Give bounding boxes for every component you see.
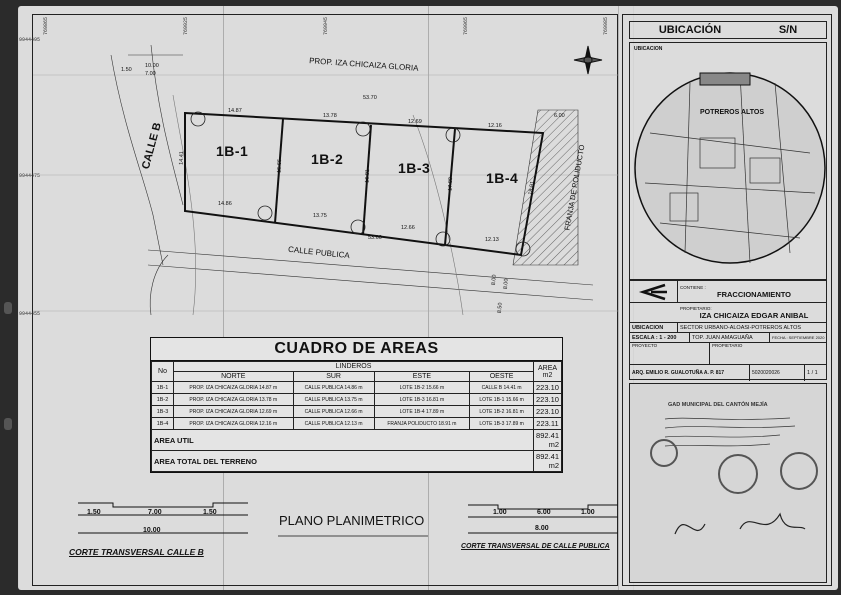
cell: CALLE PUBLICA 12.13 m <box>293 418 374 430</box>
cell: 223.10 <box>534 382 562 394</box>
grid-coordinate: 9944495 <box>19 37 41 43</box>
plan-sheet <box>18 6 838 590</box>
drawing-frame <box>19 14 618 586</box>
lot-label: 1B-4 <box>486 170 519 186</box>
clave-catastral: 5020020026 <box>750 365 805 381</box>
value: 892.41 m2 <box>534 430 562 451</box>
tb-row <box>630 333 826 343</box>
dimension: 14.86 <box>218 201 232 207</box>
dimension: 14.41 <box>178 151 186 165</box>
cell: LOTE 1B-1 15.66 m <box>470 394 534 406</box>
logo-icon <box>630 281 678 302</box>
cell: LOTE 1B-3 16.81 m <box>374 394 470 406</box>
location-tag: UBICACION <box>634 46 663 52</box>
dimension: 1.50 <box>121 67 132 73</box>
dimension: 6.00 <box>537 509 551 516</box>
dimension: 17.89 <box>447 177 455 191</box>
contiene-label: CONTIENE : <box>680 284 706 290</box>
street-public-label: CALLE PUBLICA <box>287 244 351 261</box>
dimension: 7.00 <box>148 509 162 516</box>
signature-icon <box>670 504 810 554</box>
area-total-row <box>152 451 562 472</box>
escala: ESCALA : 1 - 200 <box>630 333 690 342</box>
cell: PROP. IZA CHICAIZA GLORIA 12.69 m <box>174 406 294 418</box>
dimension: 1.50 <box>203 509 217 516</box>
dimension: 8.00 <box>490 274 498 286</box>
contiene-value: FRACCIONAMIENTO <box>716 289 792 299</box>
table-row <box>152 418 562 430</box>
cell: PROP. IZA CHICAIZA GLORIA 14.87 m <box>174 382 294 394</box>
col-header: SUR <box>293 372 374 382</box>
cell: LOTE 1B-3 17.89 m <box>470 418 534 430</box>
location-map <box>629 42 827 280</box>
grid-coordinate: 769925 <box>183 17 189 36</box>
cell: CALLE PUBLICA 13.75 m <box>293 394 374 406</box>
arquitecto: ARQ. EMILIO R. GUALOTUÑA A. P. 817 <box>630 365 750 381</box>
label: AREA UTIL <box>152 430 534 451</box>
location-map-drawing <box>630 43 827 280</box>
dimension: 13.78 <box>323 113 337 119</box>
cell: CALLE PUBLICA 14.86 m <box>293 382 374 394</box>
stamp-handwriting <box>660 414 800 454</box>
cell: LOTE 1B-2 15.66 m <box>374 382 470 394</box>
cell: 1B-2 <box>152 394 174 406</box>
dimension: 10.00 <box>143 527 161 534</box>
dimension: 15.66 <box>276 159 284 173</box>
fecha: FECHA : SEPTIEMBRE 2020 <box>772 335 825 340</box>
right-panel <box>622 14 832 586</box>
dimension: 12.66 <box>401 225 415 231</box>
scale-line <box>278 531 438 541</box>
area-util-row <box>152 430 562 451</box>
propietario-label: PROPIETARIO: <box>680 305 712 311</box>
cell: CALLE PUBLICA 12.66 m <box>293 406 374 418</box>
location-title: UBICACIÓN <box>658 24 722 36</box>
cell: FRANJA POLIDUCTO 18.91 m <box>374 418 470 430</box>
section-calle-b-title: CORTE TRANSVERSAL CALLE B <box>69 547 204 557</box>
cell: CALLE B 14.41 m <box>470 382 534 394</box>
proyecto-label: PROYECTO <box>630 343 710 364</box>
col-header: ESTE <box>374 372 470 382</box>
dimension: 6.00 <box>554 113 565 119</box>
lot-label: 1B-1 <box>216 143 249 159</box>
table-row <box>152 394 562 406</box>
table-row <box>152 382 562 394</box>
table-title: CUADRO DE AREAS <box>151 338 562 361</box>
section-calle-publica-title: CORTE TRANSVERSAL DE CALLE PUBLICA <box>461 543 610 550</box>
cell: PROP. IZA CHICAIZA GLORIA 12.16 m <box>174 418 294 430</box>
col-area-header: AREA m2 <box>534 362 562 382</box>
tb-row <box>630 343 826 365</box>
dimension: 10.00 <box>145 63 159 69</box>
cell: 1B-3 <box>152 406 174 418</box>
topografo: TOP. JUAN AMAGUAÑA <box>690 333 770 342</box>
dimension: 12.69 <box>408 119 422 125</box>
tb-row <box>630 365 826 381</box>
lot-label: 1B-2 <box>311 151 344 167</box>
cell: LOTE 1B-4 17.89 m <box>374 406 470 418</box>
grid-coordinate: 769965 <box>463 17 469 36</box>
dimension: 8.00 <box>502 278 510 290</box>
dimension: 1.50 <box>87 509 101 516</box>
grid-coordinate: 9944475 <box>19 173 41 179</box>
col-header: NORTE <box>174 372 294 382</box>
col-no-header: No <box>152 362 174 382</box>
grid-coordinate: 769865 <box>43 17 49 36</box>
cell: 1B-4 <box>152 418 174 430</box>
cell: 223.10 <box>534 394 562 406</box>
binder-hole <box>4 418 12 430</box>
seal-icon <box>718 454 758 494</box>
tb-row <box>630 303 826 323</box>
grid-coordinate: 9944455 <box>19 311 41 317</box>
grid-coordinate: 769945 <box>323 17 329 36</box>
lot-label: 1B-3 <box>398 160 431 176</box>
dimension: 53.60 <box>368 235 382 241</box>
dimension: 8.00 <box>535 525 549 532</box>
grid-coordinate: 769985 <box>603 17 609 36</box>
dimension: 12.13 <box>485 237 499 243</box>
neighbor-north-label: PROP. IZA CHICAIZA GLORIA <box>308 56 419 73</box>
cell: 223.11 <box>534 418 562 430</box>
dimension: 1.00 <box>581 509 595 516</box>
plan-title: PLANO PLANIMETRICO <box>279 513 425 528</box>
label: AREA TOTAL DEL TERRENO <box>152 451 534 472</box>
dimension: 12.16 <box>488 123 502 129</box>
cell: LOTE 1B-2 16.81 m <box>470 406 534 418</box>
ubicacion-label: UBICACION <box>630 323 678 332</box>
tb-row <box>630 281 826 303</box>
stamp-header: GAD MUNICIPAL DEL CANTÓN MEJÍA <box>668 402 768 408</box>
dimension: 13.75 <box>313 213 327 219</box>
tb-row <box>630 323 826 333</box>
cell: PROP. IZA CHICAIZA GLORIA 13.78 m <box>174 394 294 406</box>
dimension: 53.70 <box>363 95 377 101</box>
place-label: POTREROS ALTOS <box>700 109 765 116</box>
dimension: 18.91 <box>527 180 537 196</box>
title-block <box>629 280 827 380</box>
dimension: 14.87 <box>228 108 242 114</box>
binder-hole <box>4 302 12 314</box>
location-value: S/N <box>778 24 798 36</box>
seal-icon <box>780 452 818 490</box>
seal-icon <box>650 439 678 467</box>
linderos-header: LINDEROS <box>174 362 534 372</box>
sheet-number: 1 / 1 <box>807 370 818 376</box>
franja-poliducto-label: FRANJA DE POLIDUCTO <box>562 143 587 232</box>
cell: 1B-1 <box>152 382 174 394</box>
area-table <box>150 337 563 473</box>
dimension: 16.81 <box>364 169 372 183</box>
cell: 223.10 <box>534 406 562 418</box>
propietario-signature-label: PROPIETARIO <box>712 343 743 348</box>
ubicacion-value: SECTOR URBANO-ALOASI-POTREROS ALTOS <box>680 324 802 331</box>
table-row <box>152 406 562 418</box>
location-header <box>629 21 827 39</box>
col-header: OESTE <box>470 372 534 382</box>
street-b-label: CALLE B <box>139 121 164 171</box>
dimension: 7.00 <box>145 71 156 77</box>
dimension: 8.50 <box>496 302 504 314</box>
propietario-value: IZA CHICAIZA EDGAR ANIBAL <box>699 310 809 320</box>
value: 892.41 m2 <box>534 451 562 472</box>
dimension: 1.00 <box>493 509 507 516</box>
approval-stamps <box>629 383 827 583</box>
